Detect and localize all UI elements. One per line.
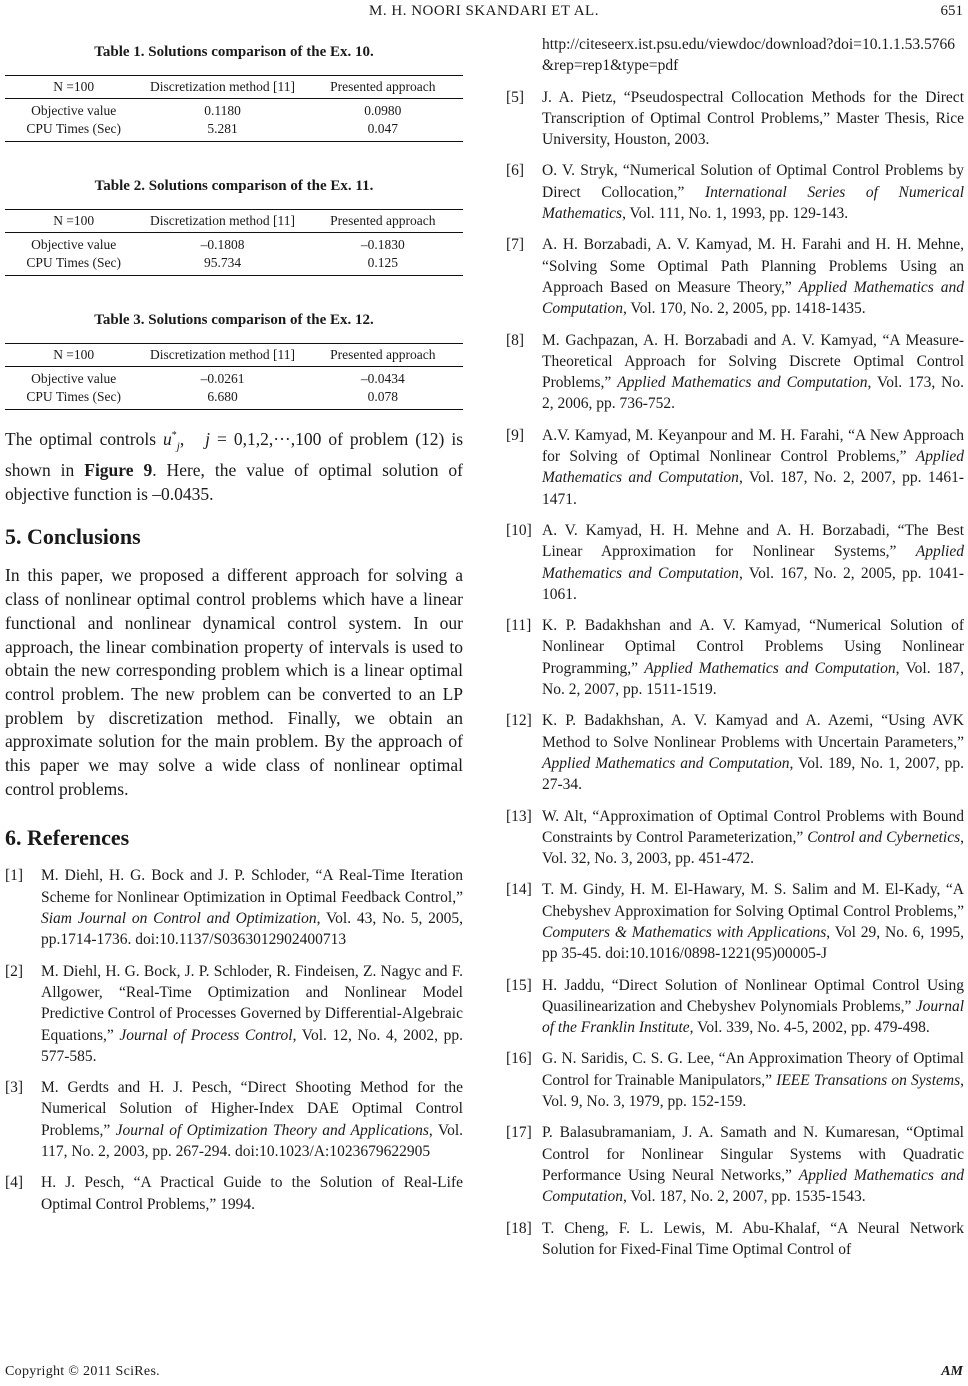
table-cell: CPU Times (Sec): [5, 254, 142, 276]
table-cell: 0.1180: [204, 103, 241, 118]
table-caption: Table 3. Solutions comparison of the Ex. 12.: [94, 312, 374, 328]
reference-number: [11]: [506, 617, 532, 635]
reference-journal: Applied Mathematics and Computation: [542, 1166, 964, 1206]
reference-text: A.V. Kamyad, M. Keyanpour and M. H. Farahi, “A New Approach for Solving of Optimal Nonlinear Control Problems,”: [542, 426, 964, 466]
reference-journal: International Series of Numerical Mathematics: [542, 183, 964, 223]
reference-text: K. P. Badakhshan, A. V. Kamyad and A. Azemi, “Using AVK Method to Solve Nonlinear Problems with Uncertain Parameters,”: [542, 712, 964, 751]
reference-text: G. N. Saridis, C. S. G. Lee, “An Approximation Theory of Optimal Control for Trainable Manipulators,”: [542, 1050, 964, 1089]
reference-number: [18]: [506, 1219, 532, 1237]
reference-journal: Siam Journal on Control and Optimization: [41, 910, 317, 928]
reference-details: , Vol. 173, No. 2, 2006, pp. 736-752.: [542, 374, 964, 413]
conclusions-text: In this paper, we proposed a different approach for solving a class of nonlinear optimal control problems which have a linear functional and nonlinear dynamical control system. In our approach, the linear combination property of intervals is used to obtain the new corresponding problem which is a linear optimal control problem. The new problem can be converted to an LP problem by discretization method. Finally, we obtain an approximate solution for the main problem. By the approach of this paper we may solve a wide class of nonlinear optimal control problems.: [5, 565, 463, 799]
reference-journal: Control and Cybernetics: [807, 828, 961, 846]
reference-number: [5]: [506, 88, 525, 106]
reference-details: , Vol. 189, No. 1, 2007, pp. 27-34.: [542, 754, 964, 794]
reference-number: [2]: [5, 962, 24, 980]
table-cell: 0.078: [303, 388, 463, 410]
reference-text: A. V. Kamyad, H. H. Mehne and A. H. Borzabadi, “The Best Linear Approximation for Nonlinear Systems,”: [542, 521, 964, 561]
reference-number: [8]: [506, 331, 525, 349]
table-cell: –0.1808: [200, 237, 245, 252]
table-header-cell: Discretization method [11]: [142, 344, 302, 367]
table-cell: 0.125: [303, 254, 463, 276]
reference-text: J. A. Pietz, “Pseudospectral Collocation Methods for the Direct Transcription of Optimal Control Problems,” Master Thesis, Rice University, Houston, 2003.: [542, 88, 964, 149]
reference-item: [5, 865, 463, 950]
reference-details: , Vol. 339, No. 4-5, 2002, pp. 479-498.: [689, 1019, 930, 1037]
table-header-cell: N =100: [5, 76, 142, 99]
reference-item: [506, 975, 964, 1039]
reference-details: , Vol. 187, No. 2, 2007, pp. 1535-1543.: [622, 1188, 866, 1206]
reference-details: , Vol. 167, No. 2, 2005, pp. 1041-1061.: [542, 564, 964, 603]
table-cell: 95.734: [142, 254, 302, 276]
reference-details: , Vol. 12, No. 4, 2002, pp. 577-585.: [41, 1026, 464, 1065]
copyright-notice: Copyright © 2011 SciRes.: [5, 1364, 160, 1379]
reference-journal: Applied Mathematics and Computation: [542, 448, 964, 487]
table-cell: Objective value: [31, 237, 117, 252]
table-cell: Objective value: [31, 371, 117, 386]
reference-number: [6]: [506, 162, 525, 180]
table-caption: Table 1. Solutions comparison of the Ex. 10.: [94, 44, 374, 60]
reference-number: [7]: [506, 236, 525, 254]
reference-journal: Journal of Process Control: [119, 1026, 293, 1044]
reference-number: [3]: [5, 1079, 24, 1097]
table-cell: 0.047: [303, 120, 463, 142]
table-header-cell: Discretization method [11]: [142, 210, 302, 233]
running-title: M. H. NOORI SKANDARI ET AL.: [369, 3, 599, 19]
reference-text: M. Gachpazan, A. H. Borzabadi and A. V. Kamyad, “A Measure-Theoretical Approach for Solving Discrete Optimal Control Problems,”: [542, 331, 964, 392]
reference-number: [4]: [5, 1174, 24, 1192]
reference-item: [506, 425, 964, 510]
table-row: [5, 388, 463, 410]
page-header: [0, 0, 968, 22]
table-header-cell: N =100: [5, 210, 142, 233]
reference-details: , Vol 29, No. 6, 1995, pp 35-45. doi:10.1016/0898-1221(95)00005-J: [542, 923, 964, 963]
reference-journal: Applied Mathematics and Computation: [644, 659, 896, 677]
reference-item: [506, 1218, 964, 1261]
reference-journal: Computers & Mathematics with Applications: [542, 923, 827, 941]
reference-journal: Applied Mathematics and Computation: [542, 543, 964, 582]
table-header-cell: Presented approach: [303, 76, 463, 99]
reference-item: [506, 806, 964, 870]
reference-details: , Vol. 32, No. 3, 2003, pp. 451-472.: [542, 828, 964, 868]
reference-number: [1]: [5, 867, 24, 885]
left-column: [5, 34, 463, 1225]
table-row: [5, 120, 463, 142]
table-cell: 5.281: [142, 120, 302, 142]
reference-journal: Applied Mathematics and Computation: [542, 278, 964, 318]
table-3: [5, 312, 463, 410]
table-cell: Objective value: [31, 103, 117, 118]
table-header-cell: Discretization method [11]: [142, 76, 302, 99]
table-cell: 0.0980: [364, 103, 402, 118]
reference-number: [13]: [506, 807, 532, 825]
table-header-cell: Presented approach: [303, 210, 463, 233]
reference-item: [506, 87, 964, 151]
reference-item: [506, 520, 964, 605]
references-left: [5, 865, 463, 1214]
intro-paragraph: The optimal controls $u^*_j$, j = 0,1,2,···,100 of problem (12) is shown in Figure 9. Here, the value of optimal solution of objective function is –0.0435.: [5, 428, 464, 504]
reference-item: [506, 1122, 964, 1207]
reference-text: A. H. Borzabadi, A. V. Kamyad, M. H. Farahi and H. H. Mehne, “Solving Some Optimal Path Planning Problems Using an Approach Based on Measure Theory,”: [542, 236, 964, 296]
reference-number: [16]: [506, 1050, 532, 1068]
tables-block: [5, 44, 463, 410]
reference-text: O. V. Stryk, “Numerical Solution of Optimal Control Problems by Direct Collocation,”: [542, 162, 964, 201]
reference-text: M. Diehl, H. G. Bock, J. P. Schloder, R. Findeisen, Z. Nagyc and F. Allgower, “Real-Time Optimization and Nonlinear Model Predictive Control of Processes Governed by Differential-Algebraic Equations,”: [41, 962, 463, 1044]
reference-item: [506, 160, 964, 224]
reference-item: [5, 1077, 463, 1162]
page-number: 651: [940, 3, 963, 19]
right-column: [506, 34, 964, 1270]
table-row: [5, 99, 463, 121]
reference-item: [506, 710, 964, 795]
reference-journal: Journal of Optimization Theory and Applications: [115, 1121, 429, 1139]
table-cell: CPU Times (Sec): [5, 120, 142, 142]
references-heading: 6. References: [5, 825, 130, 851]
table-header-cell: Presented approach: [303, 344, 463, 367]
table-row: [5, 367, 463, 389]
reference-text: T. M. Gindy, H. M. El-Hawary, M. S. Salim and M. El-Kady, “A Chebyshev Approximation for Solving Optimal Control Problems,”: [542, 881, 964, 920]
reference-item: [5, 961, 463, 1067]
table-2: [5, 178, 463, 302]
reference-details: , Vol. 111, No. 1, 1993, pp. 129-143.: [622, 205, 849, 223]
reference-text: W. Alt, “Approximation of Optimal Control Problems with Bound Constraints by Control Parameterization,”: [542, 807, 964, 846]
reference-number: [17]: [506, 1124, 532, 1142]
reference-journal: Journal of the Franklin Institute: [542, 997, 964, 1037]
table-row: [5, 254, 463, 276]
table-cell: –0.1830: [360, 237, 405, 252]
table-1: [5, 44, 463, 168]
reference-item: [506, 1048, 964, 1112]
reference-details: , Vol. 187, No. 2, 2007, pp. 1511-1519.: [542, 659, 964, 699]
reference-item: [506, 330, 964, 415]
reference-text: H. J. Pesch, “A Practical Guide to the Solution of Real-Life Optimal Control Problems,” 1994.: [41, 1174, 463, 1213]
conclusions-heading: 5. Conclusions: [5, 524, 141, 550]
reference-details: , Vol. 187, No. 2, 2007, pp. 1461-1471.: [542, 469, 964, 508]
reference-text: T. Cheng, F. L. Lewis, M. Abu-Khalaf, “A Neural Network Solution for Fixed-Final Time Optimal Control of: [542, 1219, 964, 1258]
reference-number: [10]: [506, 521, 532, 539]
reference-text: M. Gerdts and H. J. Pesch, “Direct Shooting Method for the Numerical Solution of Higher-Index DAE Optimal Control Problems,”: [41, 1079, 463, 1139]
table-row: [5, 233, 463, 255]
reference-item: [506, 615, 964, 700]
reference-number: [14]: [506, 881, 532, 899]
reference-number: [12]: [506, 712, 532, 730]
reference-text: M. Diehl, H. G. Bock and J. P. Schloder, “A Real-Time Iteration Scheme for Nonlinear Optimization in Optimal Feedback Control,”: [41, 867, 463, 906]
reference-item: [506, 879, 964, 964]
table-cell: 6.680: [142, 388, 302, 410]
references-right: [506, 34, 964, 1260]
table-header-cell: N =100: [5, 344, 142, 367]
reference-journal: Applied Mathematics and Computation: [542, 754, 790, 772]
reference-text: K. P. Badakhshan and A. V. Kamyad, “Numerical Solution of Nonlinear Optimal Control Problems Using Nonlinear Programming,”: [542, 617, 964, 677]
reference-details: , Vol. 43, No. 5, 2005, pp.1714-1736. doi:10.1137/S0363012902400713: [41, 910, 463, 949]
table-cell: CPU Times (Sec): [5, 388, 142, 410]
reference-number: [15]: [506, 976, 532, 994]
journal-abbrev: AM: [941, 1364, 963, 1379]
reference-details: , Vol. 117, No. 2, 2003, pp. 267-294. doi:10.1023/A:1023679622905: [41, 1121, 463, 1161]
table-caption: Table 2. Solutions comparison of the Ex. 11.: [94, 178, 374, 194]
reference-details: , Vol. 170, No. 2, 2005, pp. 1418-1435.: [622, 300, 866, 318]
reference-continuation: http://citeseerx.ist.psu.edu/viewdoc/download?doi=10.1.1.53.5766&rep=rep1&type=pdf: [542, 36, 955, 75]
reference-item: [5, 1172, 463, 1215]
reference-number: [9]: [506, 426, 525, 444]
table-cell: –0.0434: [360, 371, 405, 386]
reference-text: H. Jaddu, “Direct Solution of Nonlinear Optimal Control Using Quasilinearization and Chebyshev Polynomials Problems,”: [542, 976, 964, 1015]
reference-journal: Applied Mathematics and Computation: [617, 374, 868, 392]
reference-details: , Vol. 9, No. 3, 1979, pp. 152-159.: [542, 1071, 964, 1111]
reference-journal: IEEE Transations on Systems: [776, 1071, 961, 1089]
reference-item: [506, 234, 964, 319]
table-cell: –0.0261: [200, 371, 245, 386]
reference-text: P. Balasubramaniam, J. A. Samath and N. Kumaresan, “Optimal Control for Nonlinear Singular Systems with Quadratic Performance Using Neural Networks,”: [542, 1124, 964, 1184]
